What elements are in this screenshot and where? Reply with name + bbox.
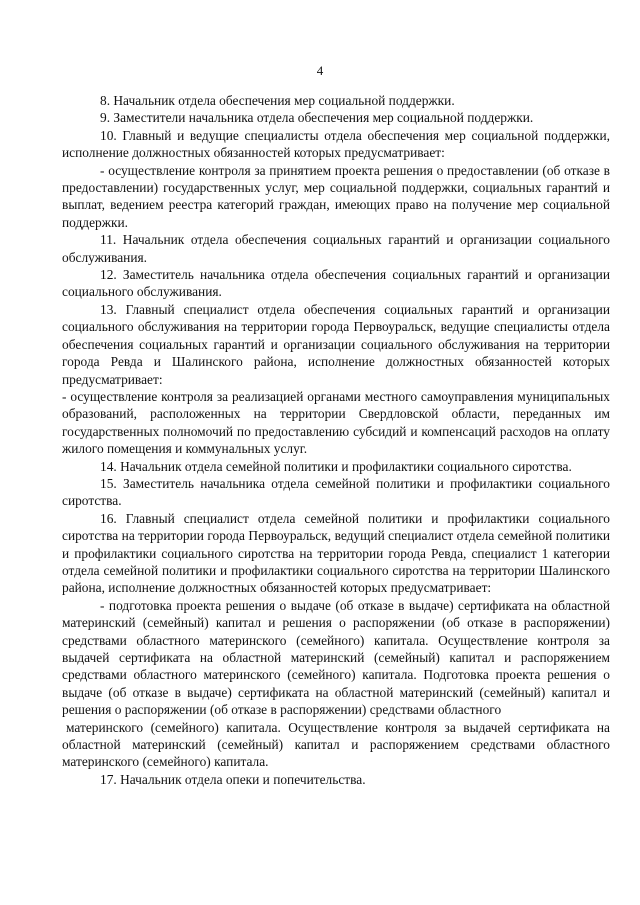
paragraph-10-item: - осуществление контроля за принятием проекта решения о предоставлении (об отказе в предоставлении) государственных услуг, мер социальной поддержки, социальных гарантий и выплат, ведением реестра категорий граждан, имеющих право на получение мер социальной поддержки.: [62, 162, 610, 230]
paragraph-10: 10. Главный и ведущие специалисты отдела обеспечения мер социальной поддержки, исполнение должностных обязанностей которых предусматривает:: [62, 127, 610, 161]
paragraph-16: 16. Главный специалист отдела семейной политики и профилактики социального сиротства на территории города Первоуральск, ведущий специалист отдела семейной политики и профилактики социального сиротства на территории города Ревда, специалист 1 категории отдела семейной политики и профилактики социального сиротства на территории Шалинского района, исполнение должностных обязанностей которых предусматривает:: [62, 510, 610, 596]
document-body: [62, 92, 610, 788]
paragraph-8: 8. Начальник отдела обеспечения мер социальной поддержки.: [100, 93, 455, 108]
paragraph-14: 14. Начальник отдела семейной политики и профилактики социального сиротства.: [100, 458, 572, 474]
paragraph-17: 17. Начальник отдела опеки и попечительства.: [100, 771, 366, 787]
paragraph-16-item-continued: материнского (семейного) капитала. Осуществление контроля за выдачей сертификата на областной материнский (семейный) капитал и распоряжением средствами областного материнского (семейного) капитала.: [62, 719, 610, 770]
paragraph-11: 11. Начальник отдела обеспечения социальных гарантий и организации социального обслуживания.: [62, 232, 610, 265]
paragraph-12: 12. Заместитель начальника отдела обеспечения социальных гарантий и организации социального обслуживания.: [62, 267, 610, 300]
page-number: 4: [316, 63, 324, 78]
paragraph-16-item: - подготовка проекта решения о выдаче (об отказе в выдаче) сертификата на областной материнский (семейный) капитал и решения о распоряжении (об отказе в распоряжении) средствами областного материнского (семейного) капитала. Осуществление контроля за выдачей сертификата на областной материнский (семейный) капитал и распоряжением средствами областного материнского (семейного) капитала. Подготовка проекта решения о выдаче (об отказе в выдаче) сертификата на областной материнский (семейный) капитал и решения о распоряжении (об отказе в распоряжении) средствами областного: [62, 597, 610, 718]
paragraph-9: 9. Заместители начальника отдела обеспечения мер социальной поддержки.: [100, 110, 534, 126]
paragraph-13: 13. Главный специалист отдела обеспечения социальных гарантий и организации социального обслуживания на территории города Первоуральск, ведущие специалисты отдела обеспечения социальных гарантий и организации социального обслуживания на территории города Ревда и Шалинского района, исполнение должностных обязанностей которых предусматривает:: [62, 301, 610, 387]
paragraph-13-item: - осуществление контроля за реализацией органами местного самоуправления муниципальных образований, расположенных на территории Свердловской области, переданных им государственных полномочий по предоставлению субсидий и компенсаций расходов на оплату жилого помещения и коммунальных услуг.: [62, 388, 610, 457]
paragraph-15: 15. Заместитель начальника отдела семейной политики и профилактики социального сиротства.: [62, 475, 610, 509]
